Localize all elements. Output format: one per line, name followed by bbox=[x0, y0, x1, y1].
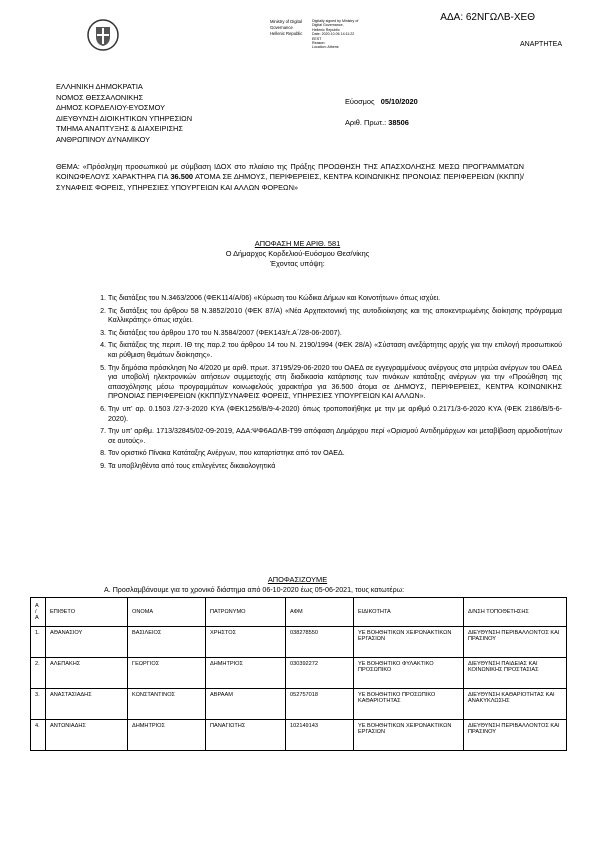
list-item: 2. Τις διατάξεις του άρθρου 58 Ν.3852/2010 (ΦΕΚ 87/Α) «Νέα Αρχιτεκτονική της αυτοδιοίκησης και της αποκεντρωμένης διοίκησης πρόγραμμα Καλλικράτης» όπως ισχύει. bbox=[108, 307, 562, 326]
header-line: ΤΜΗΜΑ ΑΝΑΠΤΥΞΗΣ & ΔΙΑΧΕΙΡΙΣΗΣ bbox=[56, 124, 183, 134]
having-considered: Έχοντας υπόψη: bbox=[270, 259, 325, 269]
table-cell: ΥΕ ΒΟΗΘΗΤΙΚΟ ΠΡΟΣΩΠΙΚΟ ΚΑΘΑΡΙΟΤΗΤΑΣ bbox=[354, 689, 464, 720]
table-cell: ΔΙΕΥΘΥΝΣΗ ΚΑΘΑΡΙΟΤΗΤΑΣ ΚΑΙ ΑΝΑΚΥΚΛΩΣΗΣ bbox=[464, 689, 567, 720]
list-item: 3. Τις διατάξεις του άρθρου 170 του Ν.3584/2007 (ΦΕΚ143/τ.Α΄/28-06-2007). bbox=[108, 329, 562, 339]
column-header: ΟΝΟΜΑ bbox=[128, 598, 206, 627]
column-header: ΠΑΤΡΩΝΥΜΟ bbox=[206, 598, 286, 627]
column-header: ΕΙΔΙΚΟΤΗΤΑ bbox=[354, 598, 464, 627]
signature-line: Digitally signed by Ministry of bbox=[312, 19, 359, 23]
list-item: 4. Τις διατάξεις της περιπ. ΙΘ της παρ.2 του άρθρου 14 του Ν. 2190/1994 (ΦΕΚ 28/Α) «Σύσταση ανεξάρτητης αρχής για την επιλογή προσωπικού και ρύθμιση θεμάτων διοίκησης». bbox=[108, 341, 562, 360]
digital-signature-issuer bbox=[270, 19, 302, 37]
header-line: ΔΗΜΟΣ ΚΟΡΔΕΛΙΟΥ-ΕΥΟΣΜΟΥ bbox=[56, 103, 166, 113]
protocol-number: Αριθ. Πρωτ.: 38506 bbox=[345, 117, 409, 127]
table-cell: ΑΝΑΣΤΑΣΙΑΔΗΣ bbox=[46, 689, 128, 720]
list-item: 5. Την δημόσια πρόσκληση Νο 4/2020 με αριθ. πρωτ. 37195/29-06-2020 του ΟΑΕΔ σε εγγεγραμμένους ανέργους στα μητρώα ανέργων του ΟΑΕΔ για υποβολή ηλεκτρονικών αιτήσεων συμμετοχής στη διαδικασία κατάρτισης των πινάκων κατάταξης ανέργων για την «Προώθηση της απασχόλησης μέσω προγραμμάτων κοινωφελούς χαρακτήρα για 36.500 άτομα σε ΔΗΜΟΥΣ, ΠΕΡΙΦΕΡΕΙΕΣ, ΚΕΝΤΡΑ ΚΟΙΝΩΝΙΚΗΣ ΠΡΟΝΟΙΑΣ ΠΕΡΙΦΕΡΕΙΩΝ (ΚΚΠΠ)/ΣΥΝΑΦΕΙΣ ΦΟΡΕΙΣ, ΥΠΗΡΕΣΙΕΣ ΥΠΟΥΡΓΕΙΩΝ ΚΑΙ ΑΛΛΩΝ». bbox=[108, 364, 562, 402]
signature-line: Ministry of Digital bbox=[270, 19, 302, 24]
table-cell: 2. bbox=[31, 658, 46, 689]
table-cell: ΒΑΣΙΛΕΙΟΣ bbox=[128, 627, 206, 658]
list-item: 9. Τα υποβληθέντα από τους επιλεγέντες δικαιολογητικά bbox=[108, 462, 562, 472]
column-header: ΕΠΙΘΕΤΟ bbox=[46, 598, 128, 627]
table-cell: 038278550 bbox=[286, 627, 354, 658]
table-cell: ΥΕ ΒΟΗΘΗΤΙΚΩΝ ΧΕΙΡΩΝΑΚΤΙΚΩΝ ΕΡΓΑΣΙΩΝ bbox=[354, 627, 464, 658]
table-cell: ΑΒΡΑΑΜ bbox=[206, 689, 286, 720]
table-cell: ΑΝΤΩΝΙΑΔΗΣ bbox=[46, 720, 128, 751]
table-cell: ΔΗΜΗΤΡΙΟΣ bbox=[206, 658, 286, 689]
anartitea-label: ΑΝΑΡΤΗΤΕΑ bbox=[520, 41, 563, 48]
header-line: ΝΟΜΟΣ ΘΕΣΣΑΛΟΝΙΚΗΣ bbox=[56, 92, 144, 102]
table-cell: ΑΘΑΝΑΣΙΟΥ bbox=[46, 627, 128, 658]
table-cell: ΠΑΝΑΓΙΩΤΗΣ bbox=[206, 720, 286, 751]
table-cell: ΓΕΩΡΓΙΟΣ bbox=[128, 658, 206, 689]
table-row bbox=[31, 658, 567, 689]
table-cell: ΥΕ ΒΟΗΘΗΤΙΚΩΝ ΧΕΙΡΩΝΑΚΤΙΚΩΝ ΕΡΓΑΣΙΩΝ bbox=[354, 720, 464, 751]
header-line: ΑΝΘΡΩΠΙΝΟΥ ΔΥΝΑΜΙΚΟΥ bbox=[56, 134, 151, 144]
table-row bbox=[31, 720, 567, 751]
table-cell: ΔΙΕΥΘΥΝΣΗ ΠΕΡΙΒΑΛΛΟΝΤΟΣ ΚΑΙ ΠΡΑΣΙΝΟΥ bbox=[464, 627, 567, 658]
list-item: 8. Τον οριστικό Πίνακα Κατάταξης Ανέργων, που καταρτίστηκε από τον ΟΑΕΔ. bbox=[108, 449, 562, 459]
table-cell: 052757018 bbox=[286, 689, 354, 720]
issuer-header bbox=[56, 82, 192, 146]
table-cell: ΔΙΕΥΘΥΝΣΗ ΠΑΙΔΕΙΑΣ ΚΑΙ ΚΟΙΝΩΝΙΚΗΣ ΠΡΟΣΤΑΣΙΑΣ bbox=[464, 658, 567, 689]
table-cell: ΑΛΕΠΑΚΗΣ bbox=[46, 658, 128, 689]
list-item: 1. Τις διατάξεις του Ν.3463/2006 (ΦΕΚ114/Α/06) «Κύρωση του Κώδικα Δήμων και Κοινοτήτων» όπως ισχύει. bbox=[108, 294, 562, 304]
decision-title: ΑΠΟΦΑΣΗ ΜΕ ΑΡΙΘ. 581 bbox=[254, 239, 341, 248]
hires-table bbox=[30, 597, 567, 751]
point-a: Α. Προσλαμβάνουμε για το χρονικό διάστημα από 06-10-2020 έως 05-06-2021, τους κατωτέρω: bbox=[104, 586, 405, 594]
signature-line: Governance bbox=[270, 25, 293, 30]
ada-code: ΑΔΑ: 62ΝΓΩΛΒ-ΧΕΘ bbox=[440, 12, 535, 23]
signature-line: Location: Athens bbox=[312, 45, 339, 50]
considerations-list bbox=[72, 294, 562, 475]
apofasizoume-heading: ΑΠΟΦΑΣΙΖΟΥΜΕ bbox=[267, 575, 328, 584]
table-cell: 102149143 bbox=[286, 720, 354, 751]
decision-subtitle: Ο Δήμαρχος Κορδελιού-Ευόσμου Θεσ/νίκης bbox=[225, 249, 370, 259]
table-cell: ΧΡΗΣΤΟΣ bbox=[206, 627, 286, 658]
list-item: 7. Την υπ' αριθμ. 1713/32845/02-09-2019, ΑΔΑ:ΨΦ6ΑΩΛΒ-Τ99 απόφαση Δημάρχου περί «Ορισμού Αντιδημάρχων και μεταβίβαση αρμοδιοτήτων σε αυτούς». bbox=[108, 427, 562, 446]
signature-line: Hellenic Republic bbox=[312, 27, 340, 32]
table-row bbox=[31, 689, 567, 720]
table-row bbox=[31, 627, 567, 658]
subject-paragraph: ΘΕΜΑ: «Πρόσληψη προσωπικού με σύμβαση ΙΔΟΧ στο πλαίσιο της Πράξης ΠΡΟΩΘΗΣΗ ΤΗΣ ΑΠΑΣΧΟΛΗΣΗΣ ΜΕΣΩ ΠΡΟΓΡΑΜΜΑΤΩΝ ΚΟΙΝΩΦΕΛΟΥΣ ΧΑΡΑΚΤΗΡΑ ΓΙΑ 36.500 ΑΤΟΜΑ ΣΕ ΔΗΜΟΥΣ, ΠΕΡΙΦΕΡΕΙΕΣ, ΚΕΝΤΡΑ ΚΟΙΝΩΝΙΚΗΣ ΠΡΟΝΟΙΑΣ ΠΕΡΙΦΕΡΕΙΩΝ (ΚΚΠΠ)/ΣΥΝΑΦΕΙΣ ΦΟΡΕΙΣ, ΥΠΗΡΕΣΙΕΣ ΥΠΟΥΡΓΕΙΩΝ ΚΑΙ ΑΛΛΩΝ ΦΟΡΕΩΝ» bbox=[56, 162, 524, 192]
signature-line: Reason: bbox=[312, 41, 326, 46]
table-cell: 4. bbox=[31, 720, 46, 751]
table-header-row bbox=[31, 598, 567, 627]
table-cell: ΥΕ ΒΟΗΘΗΤΙΚΟ ΦΥΛΑΚΤΙΚΟ ΠΡΟΣΩΠΙΚΟ bbox=[354, 658, 464, 689]
decision-heading bbox=[0, 239, 595, 270]
date-protocol-block bbox=[345, 97, 418, 128]
signature-line: Date: 2020.10.06 14:11:22 bbox=[312, 32, 355, 37]
signature-line: Hellenic Republic bbox=[270, 31, 303, 36]
table-cell: ΔΙΕΥΘΥΝΣΗ ΠΕΡΙΒΑΛΛΟΝΤΟΣ ΚΑΙ ΠΡΑΣΙΝΟΥ bbox=[464, 720, 567, 751]
digital-signature-details bbox=[312, 19, 358, 50]
header-line: ΕΛΛΗΝΙΚΗ ΔΗΜΟΚΡΑΤΙΑ bbox=[56, 82, 143, 91]
table-cell: ΔΗΜΗΤΡΙΟΣ bbox=[128, 720, 206, 751]
signature-line: Digital Governance, bbox=[312, 23, 344, 28]
header-line: ΔΙΕΥΘΥΝΣΗ ΔΙΟΙΚΗΤΙΚΩΝ ΥΠΗΡΕΣΙΩΝ bbox=[56, 113, 193, 123]
list-item: 6. Την υπ' αρ. 0.1503 /27-3-2020 ΚΥΑ (ΦΕΚ1256/Β/9-4-2020) όπως τροποποιήθηκε με την με αριθμό 0.2171/3-6-2020 ΚΥΑ (ΦΕΚ 2186/Β/5-6-2020). bbox=[108, 405, 562, 424]
table-cell: 1. bbox=[31, 627, 46, 658]
greek-emblem-icon bbox=[86, 18, 120, 52]
table-cell: ΚΩΝΣΤΑΝΤΙΝΟΣ bbox=[128, 689, 206, 720]
column-header: Α / Α bbox=[31, 598, 46, 627]
signature-line: EEST bbox=[312, 36, 322, 41]
document-date: Εύοσμος 05/10/2020 bbox=[345, 97, 418, 106]
column-header: ΑΦΜ bbox=[286, 598, 354, 627]
table-cell: 3. bbox=[31, 689, 46, 720]
column-header: Δ/ΝΣΗ ΤΟΠΟΘΕΤΗΣΗΣ bbox=[464, 598, 567, 627]
table-cell: 030392272 bbox=[286, 658, 354, 689]
